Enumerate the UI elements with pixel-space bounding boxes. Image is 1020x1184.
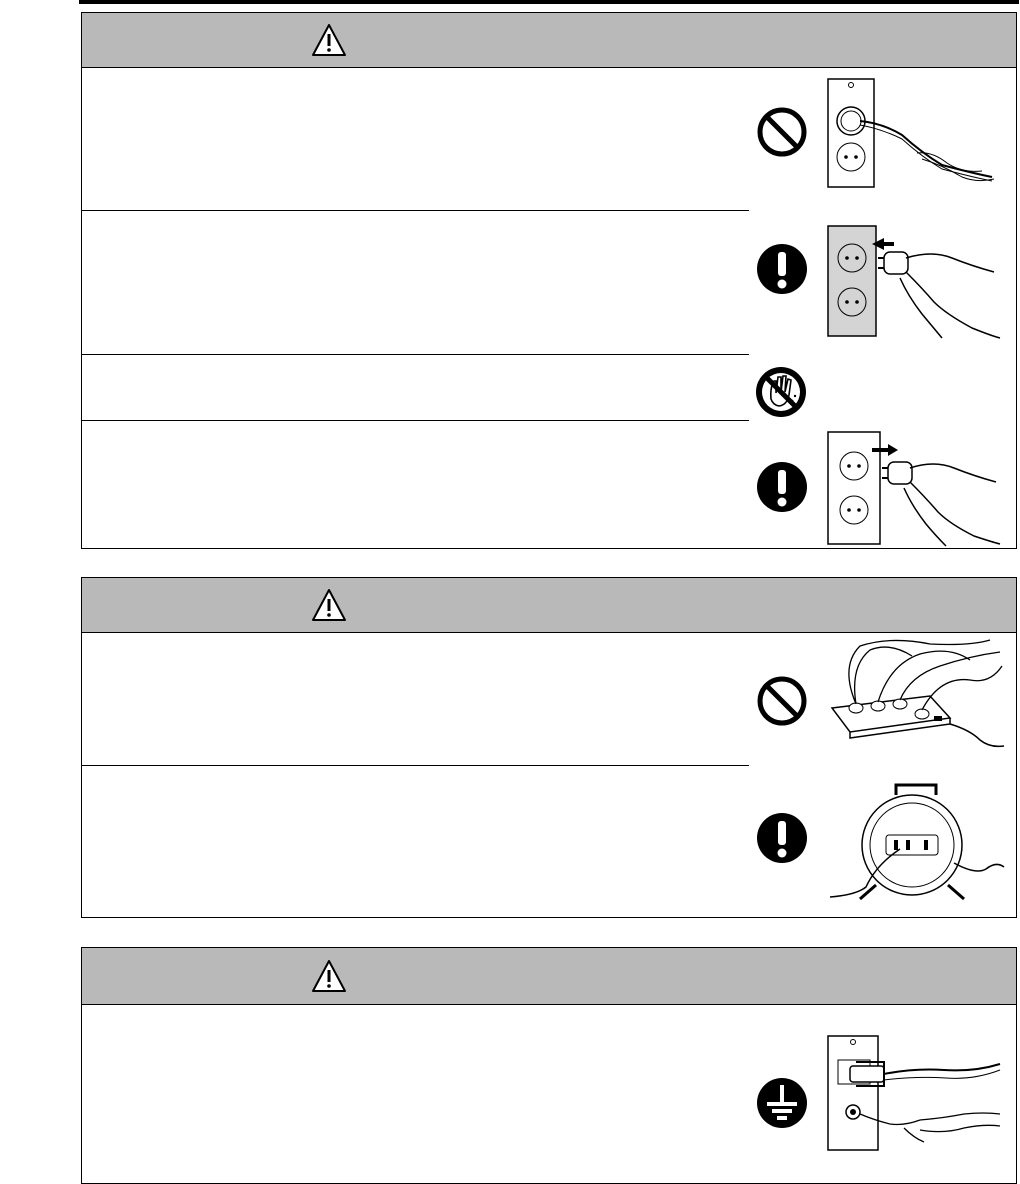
ground-icon <box>755 1076 809 1130</box>
instruction-row <box>82 766 749 917</box>
instruction-row <box>82 633 749 765</box>
power-strip-overloaded-illustration <box>830 636 1005 761</box>
outlet-remove-plug-illustration <box>822 428 1002 548</box>
warning-section-1 <box>81 12 1017 549</box>
warning-section-2 <box>81 577 1017 918</box>
warning-triangle-icon <box>311 959 347 993</box>
mandatory-icon <box>755 460 809 514</box>
section-header <box>82 578 1016 633</box>
cord-reel-illustration <box>826 775 1008 905</box>
instruction-row <box>82 68 749 210</box>
prohibition-icon <box>755 674 809 728</box>
top-rule <box>79 0 1019 4</box>
section-header <box>82 948 1016 1005</box>
mandatory-icon <box>755 811 809 865</box>
warning-triangle-icon <box>311 23 347 57</box>
no-wet-hands-icon <box>754 365 808 419</box>
outlet-loose-plug-illustration <box>822 73 1002 193</box>
warning-triangle-icon <box>311 588 347 622</box>
instruction-row <box>82 355 749 420</box>
prohibition-icon <box>755 105 809 159</box>
instruction-row <box>82 421 749 548</box>
section-header <box>82 13 1016 68</box>
mandatory-icon <box>755 242 809 296</box>
outlet-insert-plug-illustration <box>822 218 1002 346</box>
instruction-row <box>82 211 749 354</box>
warning-section-3 <box>81 947 1017 1184</box>
grounded-outlet-illustration <box>824 1030 1002 1158</box>
instruction-row <box>82 1005 749 1183</box>
